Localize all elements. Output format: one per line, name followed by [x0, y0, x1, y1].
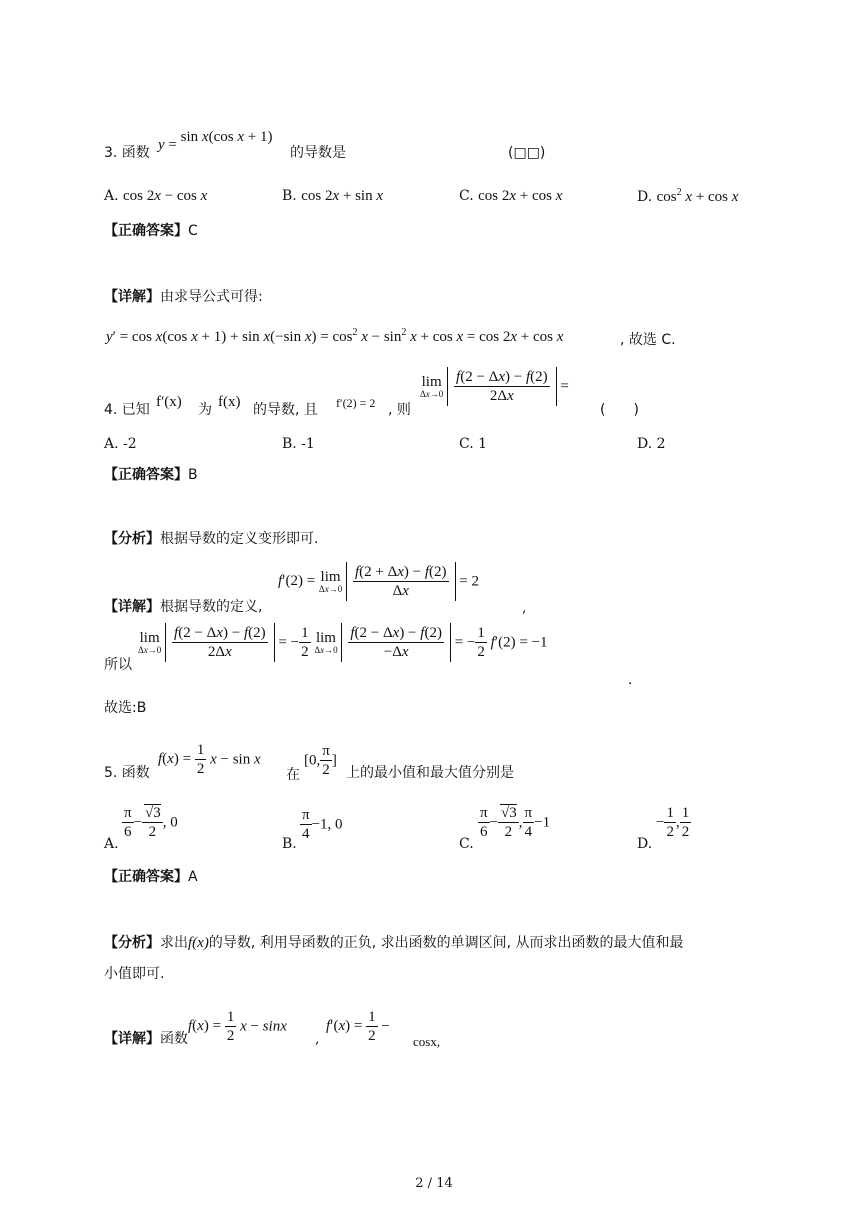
q4-f-x: f(x) — [218, 394, 241, 410]
q4-detail: 【详解】根据导数的定义, — [104, 599, 263, 615]
q5-analysis-line2: 小值即可. — [104, 966, 165, 982]
q3-derivation: y′ = cos x(cos x + 1) + sin x(−sin $x) = \cos^2 x - \sin^2 x + \cos x = \cos 2x + \cos x$ — [106, 327, 564, 345]
q4-option-c: C. 1 — [459, 436, 488, 452]
q5-detail-comma: , — [315, 1031, 320, 1047]
q3-answer-paren: (□□) — [508, 145, 546, 161]
q4-final: 故选:B — [104, 700, 147, 716]
q4-stem-a: 4. 已知 — [104, 402, 150, 418]
q3-function: y = sin x(cos x + 1) — [158, 129, 273, 153]
q5-analysis-line1: 【分析】求出f(x)的导数, 利用导函数的正负, 求出函数的单调区间, 从而求出函数的最大值和最 — [104, 935, 684, 951]
q3-option-b: B. cos 2x + sin x — [282, 188, 384, 204]
q4-option-a: A. -2 — [104, 436, 137, 452]
q4-so-expr: lim Δx→0 $\frac{f(2 - \Delta x) - f(2)}{2\Delta x}$ = − $\frac{1}{2}$ lim Δx→0 $\frac{f(2 - \Delta x) - f(2)}{-\Delta x}$ = − $\frac{1}{2}$ f′(2) = −1 — [138, 625, 548, 660]
q5-option-d-label: D. — [637, 836, 653, 852]
q4-answer-paren: ( ) — [600, 402, 639, 418]
q5-stem-c: 上的最小值和最大值分别是 — [346, 765, 514, 781]
q4-definition-expr: f′(2) = lim Δx→0 $\frac{f(2 + \Delta x) - f(2)}{\Delta x}$ = 2 — [278, 564, 480, 599]
q5-detail-expr2: f′(x) = $\frac{1}{2}$ − — [326, 1009, 390, 1044]
q4-fprime-x: f′(x) — [156, 394, 182, 410]
q4-answer: 【正确答案】B — [104, 467, 198, 483]
page-number: 2 / 14 — [415, 1176, 453, 1191]
q4-analysis: 【分析】根据导数的定义变形即可. — [104, 531, 319, 547]
q4-so-text: 所以 — [104, 657, 132, 673]
q5-function: f(x) = $\frac{1}{2}$ x − sin x — [158, 742, 261, 777]
q3-option-d: D. $\cos^2 x + \cos x$ — [637, 187, 739, 205]
q4-stem-c: 的导数, 且 — [253, 402, 318, 418]
q3-answer: 【正确答案】C — [104, 223, 198, 239]
q4-stem-d: , 则 — [388, 402, 411, 418]
q4-option-b: B. -1 — [282, 436, 315, 452]
q4-limit-expr: lim Δx→0 $\frac{f(2 - \Delta x) - f(2)}{2\Delta x}$ = — [420, 369, 569, 404]
q3-conclusion: , 故选 C. — [620, 332, 676, 348]
q4-stem-b: 为 — [198, 402, 212, 418]
q3-stem-suffix: 的导数是 — [290, 145, 346, 161]
q3-stem-prefix: 3. 函数 — [104, 145, 150, 161]
q4-option-d: D. 2 — [637, 436, 666, 452]
q5-interval: [0, $\frac{\pi}{2}$ ] — [304, 743, 337, 778]
q5-option-a: $\frac{\pi}{6}$ − $\frac{√3}{2}$ , 0 — [124, 805, 178, 840]
q5-option-b: $\frac{\pi}{4}$ −1, 0 — [302, 807, 343, 842]
q5-stem-a: 5. 函数 — [104, 765, 150, 781]
q5-option-b-label: B. — [282, 836, 297, 852]
q5-detail-expr: f(x) = $\frac{1}{2}$ x − sinx — [188, 1009, 287, 1044]
q3-detail: 【详解】由求导公式可得: — [104, 289, 263, 305]
q5-stem-b: 在 — [286, 767, 300, 783]
q5-option-c: $\frac{\pi}{6}$ − $\frac{√3}{2}$ , $\frac{\pi}{4}$ −1 — [480, 805, 551, 840]
q5-option-d: − $\frac{1}{2}$ , $\frac{1}{2}$ — [656, 805, 690, 840]
q3-option-a: A. cos 2x − cos x — [104, 188, 208, 204]
q5-answer: 【正确答案】A — [104, 869, 198, 885]
q5-option-a-label: A. — [104, 836, 119, 852]
q5-detail-tail: cosx, — [413, 1034, 441, 1049]
q4-detail-comma: , — [522, 600, 527, 616]
q5-option-c-label: C. — [459, 836, 474, 852]
q3-option-c: C. cos 2x + cos x — [459, 188, 563, 204]
q4-given: f′(2) = 2 — [336, 396, 376, 410]
q5-detail: 【详解】函数 — [104, 1031, 188, 1047]
q4-so-period: . — [628, 672, 633, 688]
